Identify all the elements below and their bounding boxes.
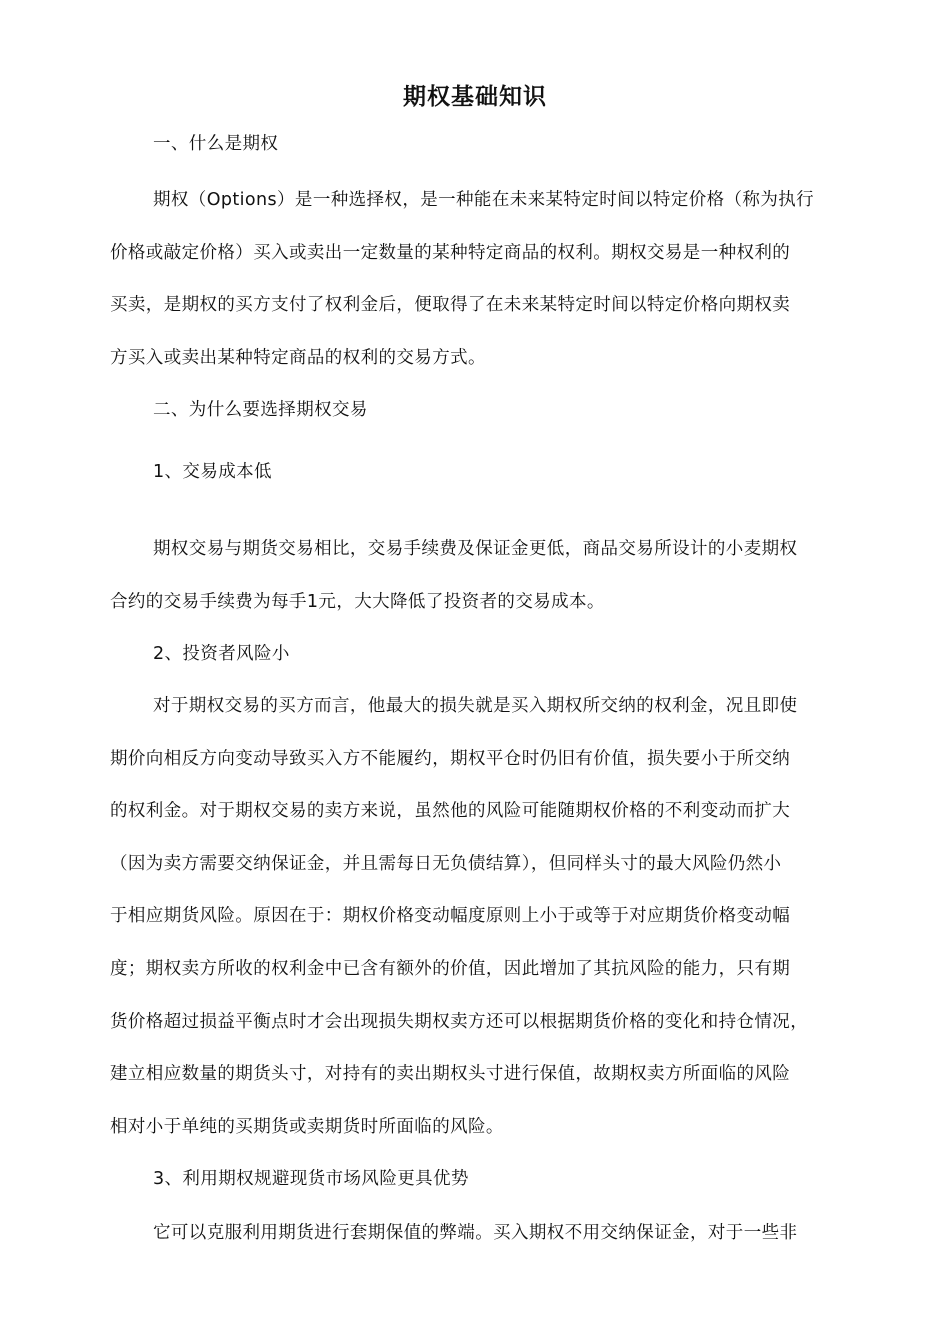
paragraph-line: 买卖，是期权的买方支付了权利金后，便取得了在未来某特定时间以特定价格向期权卖: [110, 295, 791, 315]
paragraph-line: 货价格超过损益平衡点时才会出现损失期权卖方还可以根据期货价格的变化和持仓情况，: [110, 1012, 809, 1032]
paragraph-line: 相对小于单纯的买期货或卖期货时所面临的风险。: [110, 1117, 504, 1137]
paragraph-line: 合约的交易手续费为每手1元，大大降低了投资者的交易成本。: [110, 592, 605, 612]
subsection-heading: 3、利用期权规避现货市场风险更具优势: [153, 1169, 469, 1189]
paragraph-line: （因为卖方需要交纳保证金，并且需每日无负债结算），但同样头寸的最大风险仍然小: [110, 854, 782, 874]
subsection-heading: 1、交易成本低: [153, 462, 272, 482]
section-heading: 二、为什么要选择期权交易: [153, 400, 368, 420]
paragraph-line: 期权（Options）是一种选择权，是一种能在未来某特定时间以特定价格（称为执行: [153, 190, 815, 210]
paragraph-line: 度；期权卖方所收的权利金中已含有额外的价值，因此增加了其抗风险的能力，只有期: [110, 959, 791, 979]
paragraph-line: 期价向相反方向变动导致买入方不能履约，期权平仓时仍旧有价值，损失要小于所交纳: [110, 749, 791, 769]
paragraph-line: 对于期权交易的买方而言，他最大的损失就是买入期权所交纳的权利金，况且即使: [153, 696, 798, 716]
subsection-heading: 2、投资者风险小: [153, 644, 290, 664]
paragraph-line: 于相应期货风险。原因在于：期权价格变动幅度原则上小于或等于对应期货价格变动幅: [110, 906, 791, 926]
section-heading: 一、什么是期权: [153, 134, 279, 154]
paragraph-line: 方买入或卖出某种特定商品的权利的交易方式。: [110, 348, 486, 368]
paragraph-line: 价格或敲定价格）买入或卖出一定数量的某种特定商品的权利。期权交易是一种权利的: [110, 243, 791, 263]
document-title: 期权基础知识: [403, 84, 547, 110]
paragraph-line: 的权利金。对于期权交易的卖方来说，虽然他的风险可能随期权价格的不利变动而扩大: [110, 801, 791, 821]
paragraph-line: 它可以克服利用期货进行套期保值的弊端。买入期权不用交纳保证金，对于一些非: [153, 1223, 798, 1243]
paragraph-line: 建立相应数量的期货头寸，对持有的卖出期权头寸进行保值，故期权卖方所面临的风险: [110, 1064, 791, 1084]
paragraph-line: 期权交易与期货交易相比，交易手续费及保证金更低，商品交易所设计的小麦期权: [153, 539, 798, 559]
